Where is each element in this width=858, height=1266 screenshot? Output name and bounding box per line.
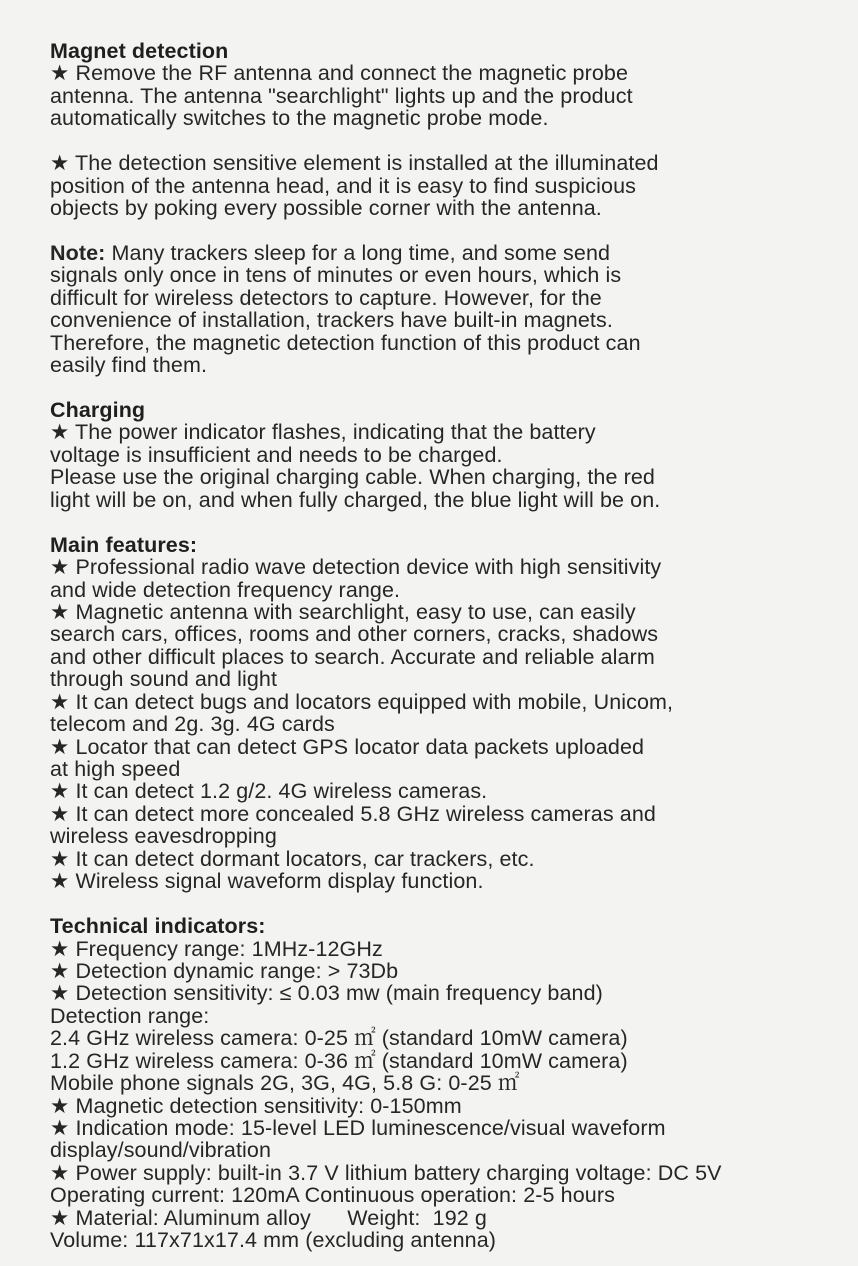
text-line: Therefore, the magnetic detection function of this product can [50, 330, 641, 355]
section-heading: Magnet detection [50, 39, 229, 63]
section [50, 534, 722, 893]
text-line: ★ Power supply: built-in 3.7 V lithium battery charging voltage: DC 5V [50, 1160, 722, 1185]
section [50, 40, 722, 130]
text-line: ★ It can detect dormant locators, car trackers, etc. [50, 846, 535, 871]
text-line: search cars, offices, rooms and other corners, cracks, shadows [50, 622, 659, 647]
text-line: ★ The detection sensitive element is installed at the illuminated [50, 151, 659, 176]
text-line: objects by poking every possible corner with the antenna. [50, 196, 602, 221]
text-line: convenience of installation, trackers have built-in magnets. [50, 308, 613, 333]
text-line: ★ Frequency range: 1MHz-12GHz [50, 936, 383, 961]
section [50, 399, 722, 511]
text-line: at high speed [50, 757, 181, 781]
text-line: ★ Remove the RF antenna and connect the magnetic probe [50, 61, 629, 86]
paragraph-gap [50, 893, 722, 915]
text-line: signals only once in tens of minutes or even hours, which is [50, 263, 622, 288]
text-line: light will be on, and when fully charged, the blue light will be on. [50, 487, 661, 512]
text-line: and wide detection frequency range. [50, 577, 401, 602]
text-line: Please use the original charging cable. When charging, the red [50, 465, 655, 490]
section-heading: Charging [50, 398, 146, 422]
paragraph-gap [50, 220, 722, 242]
section-heading: Technical indicators: [50, 914, 266, 939]
text-line: easily find them. [50, 353, 208, 378]
text-line: position of the antenna head, and it is easy to find suspicious [50, 173, 636, 198]
text-line: voltage is insufficient and needs to be charged. [50, 442, 503, 467]
text-line: Operating current: 120mA Continuous operation: 2-5 hours [50, 1183, 615, 1208]
note-text: Many trackers sleep for a long time, and some send [105, 240, 611, 265]
text-line: ★ Magnetic antenna with searchlight, easy to use, can easily [50, 599, 636, 624]
section [50, 242, 722, 377]
section [50, 915, 722, 1252]
text-line: ★ Indication mode: 15-level LED luminescence/visual waveform [50, 1116, 666, 1140]
text-line: ★ The power indicator flashes, indicating that the battery [50, 420, 596, 445]
text-line: display/sound/vibration [50, 1138, 272, 1163]
section [50, 152, 722, 219]
text-line: antenna. The antenna "searchlight" lights up and the product [50, 83, 633, 108]
section-heading: Main features: [50, 532, 198, 557]
text-line: ★ Detection dynamic range: > 73Db [50, 958, 399, 983]
text-line: Detection range: [50, 1003, 210, 1028]
text-line [50, 242, 722, 264]
text-line: Volume: 117x71x17.4 mm (excluding antenna) [50, 1228, 497, 1253]
manual-page [50, 40, 722, 1252]
text-line: 1.2 GHz wireless camera: 0-36 ㎡ (standard 10mW camera) [50, 1048, 628, 1073]
text-line: ★ Professional radio wave detection device with high sensitivity [50, 555, 662, 580]
text-line: through sound and light [50, 667, 278, 692]
text-line: difficult for wireless detectors to capture. However, for the [50, 285, 602, 310]
text-line: ★ Material: Aluminum alloy Weight: 192 g [50, 1205, 487, 1230]
text-line: 2.4 GHz wireless camera: 0-25 ㎡ (standard 10mW camera) [50, 1026, 628, 1051]
text-line: wireless eavesdropping [50, 824, 277, 849]
text-line: and other difficult places to search. Accurate and reliable alarm [50, 644, 655, 669]
text-line: ★ Magnetic detection sensitivity: 0-150mm [50, 1093, 462, 1118]
text-line: ★ Locator that can detect GPS locator data packets uploaded [50, 734, 645, 759]
text-line: ★ It can detect bugs and locators equipped with mobile, Unicom, [50, 689, 674, 714]
text-line: telecom and 2g. 3g. 4G cards [50, 712, 335, 737]
text-line: ★ It can detect more concealed 5.8 GHz wireless cameras and [50, 801, 656, 826]
text-line: ★ Wireless signal waveform display function. [50, 869, 484, 894]
text-line: Mobile phone signals 2G, 3G, 4G, 5.8 G: 0-25 ㎡ [50, 1071, 520, 1096]
paragraph-gap [50, 130, 722, 152]
paragraph-gap [50, 377, 722, 399]
text-line: ★ Detection sensitivity: ≤ 0.03 mw (main frequency band) [50, 981, 603, 1006]
text-line: automatically switches to the magnetic probe mode. [50, 106, 549, 131]
note-label: Note: [50, 240, 106, 265]
paragraph-gap [50, 511, 722, 533]
text-line: ★ It can detect 1.2 g/2. 4G wireless cameras. [50, 779, 488, 804]
